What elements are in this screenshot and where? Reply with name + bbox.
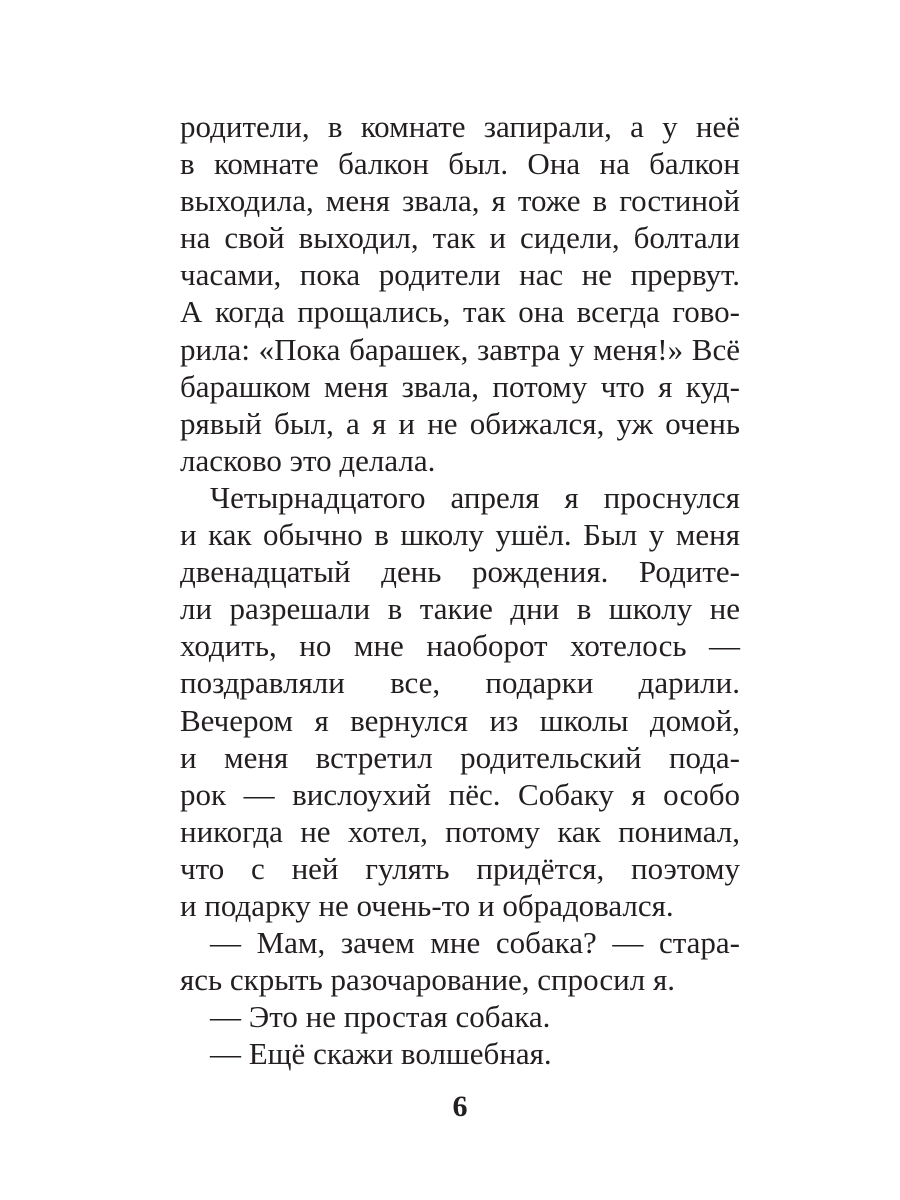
text-line: поздравляли все, подарки дарили. <box>180 665 740 701</box>
text-line: ясь скрыть разочарование, спросил я. <box>180 962 675 998</box>
text-line: на свой выходил, так и сидели, болтали <box>180 220 740 256</box>
text-line: рявый был, а я и не обижался, уж очень <box>180 405 740 441</box>
text-line: рок — вислоухий пёс. Собаку я особо <box>180 776 740 812</box>
text-line: и подарку не очень-то и обрадовался. <box>180 887 674 923</box>
text-line: ласково это делала. <box>180 442 436 478</box>
text-line: и меня встретил родительский пода- <box>180 739 740 775</box>
text-line: никогда не хотел, потому как понимал, <box>180 813 740 849</box>
text-line: в комнате балкон был. Она на балкон <box>180 146 740 182</box>
text-line: — Ещё скажи волшебная. <box>210 1036 552 1072</box>
text-line: что с ней гулять придётся, поэтому <box>180 850 740 886</box>
text-line: выходила, меня звала, я тоже в гостиной <box>180 183 740 219</box>
text-line: барашком меня звала, потому что я куд- <box>180 368 740 404</box>
text-line: и как обычно в школу ушёл. Был у меня <box>180 517 740 553</box>
text-line: родители, в комнате запирали, а у неё <box>180 109 740 144</box>
text-line: А когда прощались, так она всегда гово- <box>180 294 740 330</box>
text-line: ходить, но мне наоборот хотелось — <box>180 628 740 664</box>
text-line: Четырнадцатого апреля я проснулся <box>210 479 740 515</box>
text-line: Вечером я вернулся из школы домой, <box>180 702 740 738</box>
text-line: двенадцатый день рождения. Родите- <box>180 554 740 590</box>
text-line: рила: «Пока барашек, завтра у меня!» Всё <box>180 331 740 367</box>
text-line: часами, пока родители нас не прервут. <box>180 257 740 293</box>
body-text <box>180 108 740 1072</box>
text-line: — Это не простая собака. <box>210 999 551 1035</box>
text-line: — Мам, зачем мне собака? — стара- <box>210 925 740 961</box>
page-number: 6 <box>452 1090 468 1123</box>
text-line: ли разрешали в такие дни в школу не <box>180 591 740 627</box>
